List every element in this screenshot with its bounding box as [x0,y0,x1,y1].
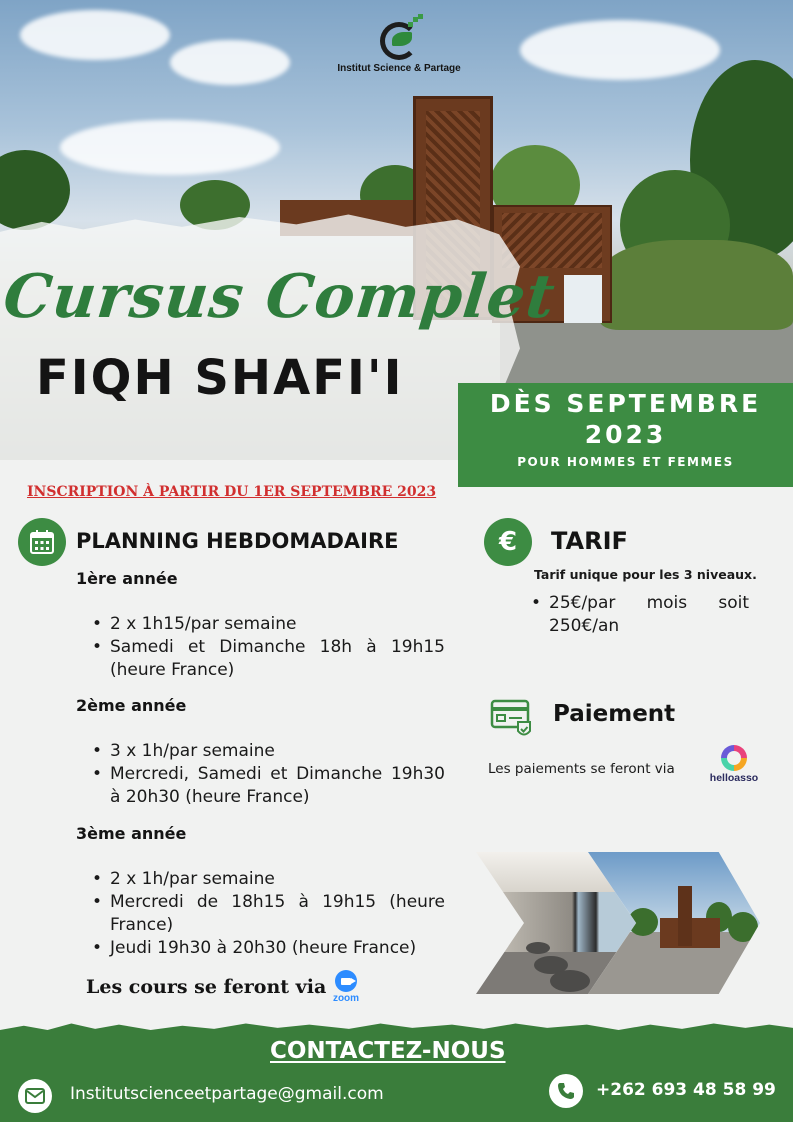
zoom-logo [328,970,364,1004]
script-title: Cursus Complet [0,262,559,332]
contact-phone[interactable]: +262 693 48 58 99 [596,1080,776,1100]
tarif-list [529,592,749,638]
year-3-list [90,868,445,960]
date-line-month: DÈS SEPTEMBRE [489,389,762,418]
helloasso-icon [721,745,747,771]
phone-icon [549,1074,583,1108]
date-banner [458,383,793,487]
euro-icon: € [484,518,532,566]
payment-card-icon [490,698,534,740]
list-item: • Samedi et Dimanche 18h à 19h15 (heure France) [90,636,445,682]
list-item: • Jeudi 19h30 à 20h30 (heure France) [90,937,445,960]
tarif-title: TARIF [551,527,628,555]
mail-icon [18,1079,52,1113]
cloud [520,20,720,80]
tarif-subtitle: Tarif unique pour les 3 niveaux. [534,567,757,582]
footer-band [0,1015,793,1122]
list-item: • 2 x 1h/par semaine [90,868,445,891]
page-title: FIQH SHAFI'I [36,350,404,406]
year-1-list [90,613,445,682]
white-torn-band [0,212,520,460]
contact-email[interactable]: Institutscienceetpartage@gmail.com [70,1084,384,1104]
zoom-icon [335,970,357,992]
year-1-label: 1ère année [76,569,178,588]
helloasso-logo [703,745,765,784]
year-2-list [90,740,445,809]
list-item: • Mercredi, Samedi et Dimanche 19h30 à 20h30 (heure France) [90,763,445,809]
payment-text: Les paiements se feront via [488,761,675,777]
planning-title: PLANNING HEBDOMADAIRE [76,529,399,553]
helloasso-wordmark: helloasso [709,772,759,784]
courses-via-text: Les cours se feront via [86,976,327,998]
bush [600,240,793,330]
cloud [60,120,280,175]
contact-title: CONTACTEZ-NOUS [270,1038,506,1064]
list-item: • 3 x 1h/par semaine [90,740,445,763]
year-2-label: 2ème année [76,696,187,715]
tree [0,150,70,230]
date-line-year: 2023 [584,420,667,449]
payment-title: Paiement [553,701,676,727]
year-3-label: 3ème année [76,824,187,843]
audience-label: POUR HOMMES ET FEMMES [517,455,734,469]
list-item: • 2 x 1h15/par semaine [90,613,445,636]
calendar-icon [18,518,66,566]
logo [334,14,464,74]
list-item: • 25€/par mois soit 250€/an [529,592,749,638]
cloud [20,10,170,60]
isp-logo-icon [376,14,422,60]
inscription-notice: INSCRIPTION À PARTIR DU 1ER SEPTEMBRE 2023 [27,484,437,500]
zoom-wordmark: zoom [332,993,360,1004]
cloud [170,40,290,85]
logo-text: Institut Science & Partage [337,63,461,74]
list-item: • Mercredi de 18h15 à 19h15 (heure France) [90,891,445,937]
